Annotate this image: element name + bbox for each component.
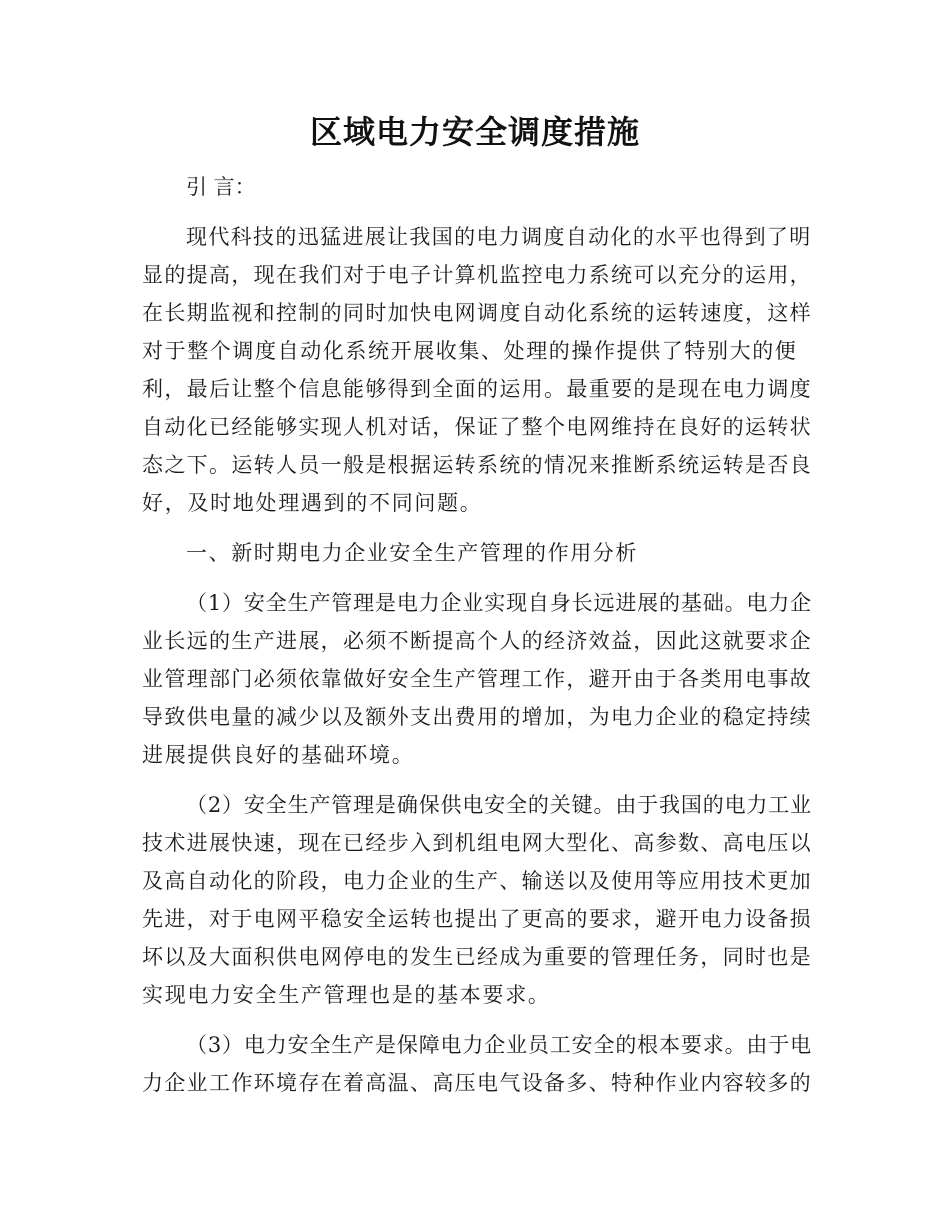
paragraph-line: 先进，对于电网平稳安全运转也提出了更高的要求，避开电力设备损 — [142, 907, 812, 931]
paragraph-line: （3）电力安全生产是保障电力企业员工安全的根本要求。由于电 — [186, 1033, 812, 1057]
paragraph-line: 进展提供良好的基础环境。 — [142, 743, 415, 767]
paragraph-line: 好，及时地处理遇到的不同问题。 — [142, 491, 483, 515]
paragraph-line: 实现电力安全生产管理也是的基本要求。 — [142, 983, 551, 1007]
document-title: 区域电力安全调度措施 — [309, 113, 640, 151]
paragraph-line: 力企业工作环境存在着高温、高压电气设备多、特种作业内容较多的 — [142, 1071, 812, 1095]
intro-label: 引 言： — [186, 175, 256, 199]
paragraph-line: （1）安全生产管理是电力企业实现自身长远进展的基础。电力企 — [186, 591, 812, 615]
paragraph-line: 导致供电量的减少以及额外支出费用的增加，为电力企业的稳定持续 — [142, 705, 812, 729]
paragraph-line: 及高自动化的阶段，电力企业的生产、输送以及使用等应用技术更加 — [142, 869, 812, 893]
paragraph-line: 自动化已经能够实现人机对话，保证了整个电网维持在良好的运转状 — [142, 415, 812, 439]
paragraph-line: 技术进展快速，现在已经步入到机组电网大型化、高参数、高电压以 — [142, 831, 812, 855]
paragraph-line: 现代科技的迅猛进展让我国的电力调度自动化的水平也得到了明 — [186, 225, 812, 249]
section-heading: 一、新时期电力企业安全生产管理的作用分析 — [186, 541, 638, 565]
paragraph-line: 对于整个调度自动化系统开展收集、处理的操作提供了特别大的便 — [142, 339, 798, 363]
paragraph-line: 业管理部门必须依靠做好安全生产管理工作，避开由于各类用电事故 — [142, 667, 812, 691]
paragraph-line: 业长远的生产进展，必须不断提高个人的经济效益，因此这就要求企 — [142, 629, 812, 653]
paragraph-line: 态之下。运转人员一般是根据运转系统的情况来推断系统运转是否良 — [142, 453, 812, 477]
paragraph-line: （2）安全生产管理是确保供电安全的关键。由于我国的电力工业 — [186, 793, 812, 817]
paragraph-line: 显的提高，现在我们对于电子计算机监控电力系统可以充分的运用， — [142, 263, 812, 287]
paragraph-line: 利，最后让整个信息能够得到全面的运用。最重要的是现在电力调度 — [142, 377, 812, 401]
paragraph-line: 坏以及大面积供电网停电的发生已经成为重要的管理任务，同时也是 — [142, 945, 812, 969]
paragraph-line: 在长期监视和控制的同时加快电网调度自动化系统的运转速度，这样 — [142, 301, 812, 325]
